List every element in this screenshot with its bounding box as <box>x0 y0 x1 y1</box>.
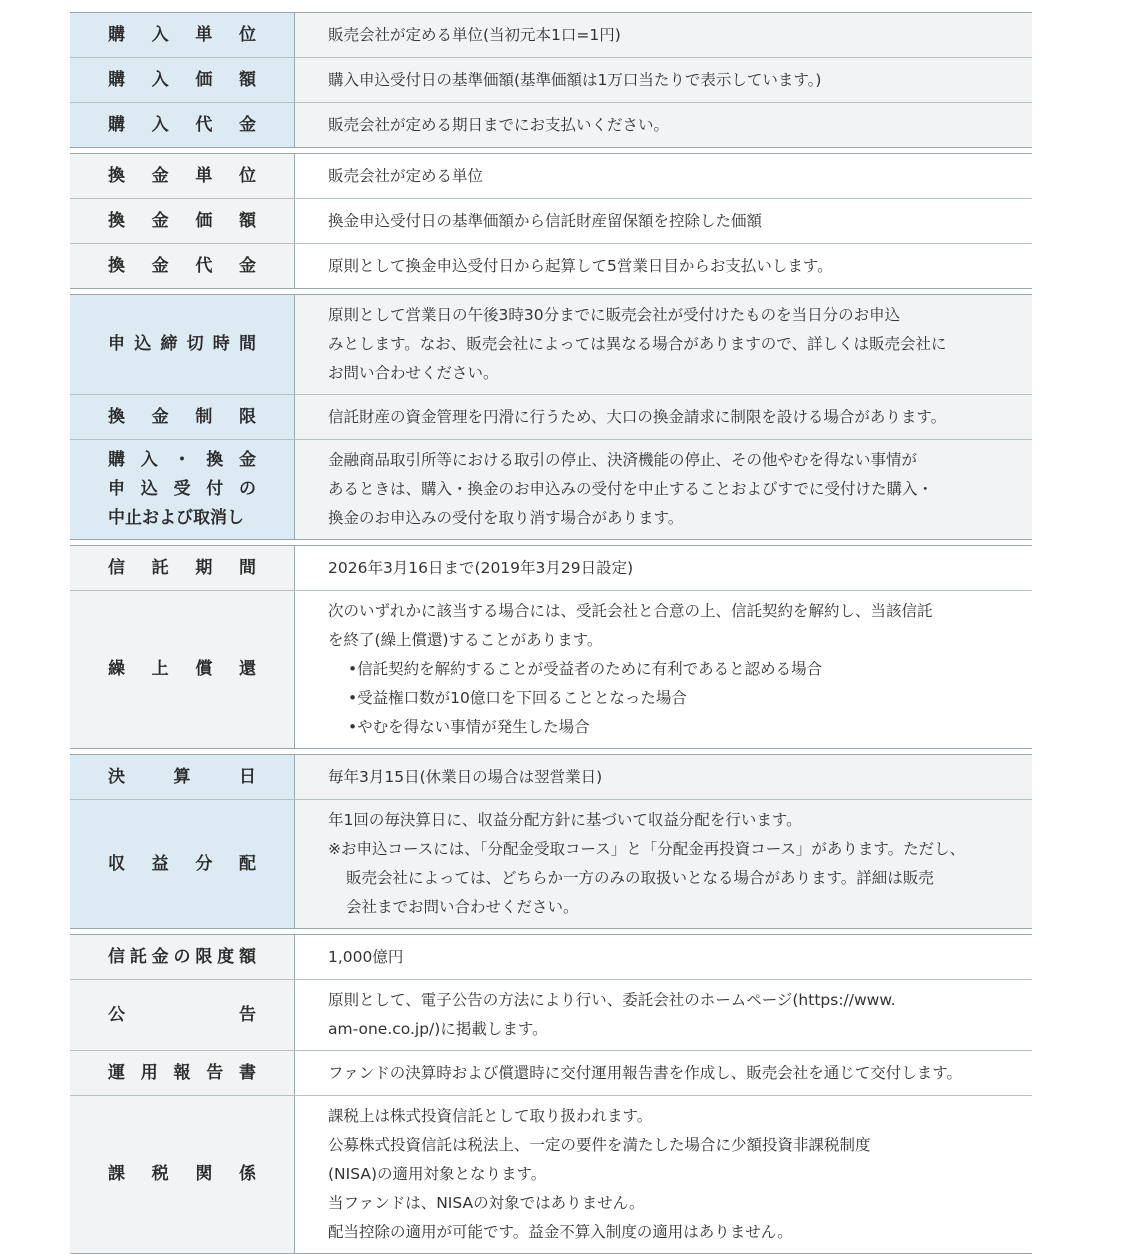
row-value: 課税上は株式投資信託として取り扱われます。 公募株式投資信託は税法上、一定の要件を満たした場合に少額投資非課税制度 (NISA)の適用対象となります。 当ファンドは、NISAの対象ではありません。 配当控除の適用が可能です。益金不算入制度の適用はありません。 <box>295 1096 1032 1253</box>
row-label: 申込締切時間 <box>70 295 295 394</box>
trust-term-section <box>70 545 1032 749</box>
row-value: 原則として換金申込受付日から起算して5営業日目からお支払いします。 <box>295 244 1032 288</box>
row-value: ファンドの決算時および償還時に交付運用報告書を作成し、販売会社を通じて交付します。 <box>295 1051 1032 1095</box>
row-value: 次のいずれかに該当する場合には、受託会社と合意の上、信託契約を解約し、当該信託 を終了(繰上償還)することがあります。 •信託契約を解約することが受益者のために有利であると認める場合 •受益権口数が10億口を下回ることとなった場合 •やむを得ない事情が発生した場合 <box>295 591 1032 748</box>
table-row <box>70 979 1032 1050</box>
table-row <box>70 1095 1032 1253</box>
table-row <box>70 295 1032 394</box>
row-label: 購入価額 <box>70 58 295 102</box>
fund-terms-table <box>70 12 1032 1254</box>
table-row <box>70 546 1032 590</box>
table-row <box>70 799 1032 928</box>
table-row <box>70 243 1032 288</box>
table-row <box>70 154 1032 198</box>
row-label: 購入単位 <box>70 13 295 57</box>
row-value: 原則として営業日の午後3時30分までに販売会社が受付けたものを当日分のお申込 みとします。なお、販売会社によっては異なる場合がありますので、詳しくは販売会社に お問い合わせください。 <box>295 295 1032 394</box>
note-line: 会社までお問い合わせください。 <box>346 898 579 916</box>
row-value: 2026年3月16日まで(2019年3月29日設定) <box>295 546 1032 590</box>
redemption-section <box>70 153 1032 289</box>
table-row <box>70 590 1032 748</box>
row-value: 毎年3月15日(休業日の場合は翌営業日) <box>295 755 1032 799</box>
row-value: 原則として、電子公告の方法により行い、委託会社のホームページ(https://www. am-one.co.jp/)に掲載します。 <box>295 980 1032 1050</box>
row-label: 課税関係 <box>70 1096 295 1253</box>
row-value: 信託財産の資金管理を円滑に行うため、大口の換金請求に制限を設ける場合があります。 <box>295 395 1032 439</box>
table-row <box>70 13 1032 57</box>
table-row <box>70 935 1032 979</box>
row-label: 換金代金 <box>70 244 295 288</box>
row-label: 運用報告書 <box>70 1051 295 1095</box>
row-label: 繰上償還 <box>70 591 295 748</box>
row-value: 1,000億円 <box>295 935 1032 979</box>
table-row <box>70 755 1032 799</box>
table-row <box>70 57 1032 102</box>
row-value: 販売会社が定める単位(当初元本1口=1円) <box>295 13 1032 57</box>
note-line: ※お申込コースには、「分配金受取コース」と「分配金再投資コース」があります。ただし、 <box>328 840 966 858</box>
order-rules-section <box>70 294 1032 540</box>
bullet-item: •やむを得ない事情が発生した場合 <box>348 718 590 736</box>
bullet-item: •信託契約を解約することが受益者のために有利であると認める場合 <box>348 660 823 678</box>
row-value: 販売会社が定める単位 <box>295 154 1032 198</box>
row-label: 換金制限 <box>70 395 295 439</box>
row-label: 収益分配 <box>70 800 295 928</box>
row-label: 信託金の限度額 <box>70 935 295 979</box>
row-value: 購入申込受付日の基準価額(基準価額は1万口当たりで表示しています。) <box>295 58 1032 102</box>
bullet-item: •受益権口数が10億口を下回ることとなった場合 <box>348 689 687 707</box>
row-label: 購入・換金 申込受付の 中止および取消し <box>70 440 295 539</box>
settlement-section <box>70 754 1032 929</box>
purchase-section <box>70 12 1032 148</box>
row-value: 金融商品取引所等における取引の停止、決済機能の停止、その他やむを得ない事情が あるときは、購入・換金のお申込みの受付を中止することおよびすでに受付けた購入・ 換金のお申込みの受付を取り消す場合があります。 <box>295 440 1032 539</box>
table-row <box>70 198 1032 243</box>
row-label: 換金単位 <box>70 154 295 198</box>
row-value: 販売会社が定める期日までにお支払いください。 <box>295 103 1032 147</box>
row-value: 換金申込受付日の基準価額から信託財産留保額を控除した価額 <box>295 199 1032 243</box>
table-row <box>70 102 1032 147</box>
other-info-section <box>70 934 1032 1254</box>
row-label: 信託期間 <box>70 546 295 590</box>
table-row <box>70 394 1032 439</box>
note-line: 販売会社によっては、どちらか一方のみの取扱いとなる場合があります。詳細は販売 <box>346 869 934 887</box>
row-label: 公告 <box>70 980 295 1050</box>
table-row <box>70 439 1032 539</box>
row-label: 購入代金 <box>70 103 295 147</box>
row-value: 年1回の毎決算日に、収益分配方針に基づいて収益分配を行います。 ※お申込コースには、「分配金受取コース」と「分配金再投資コース」があります。ただし、 販売会社によっては、どちらか一方のみの取扱いとなる場合があります。詳細は販売 会社までお問い合わせください。 <box>295 800 1032 928</box>
row-label: 換金価額 <box>70 199 295 243</box>
table-row <box>70 1050 1032 1095</box>
row-label: 決算日 <box>70 755 295 799</box>
